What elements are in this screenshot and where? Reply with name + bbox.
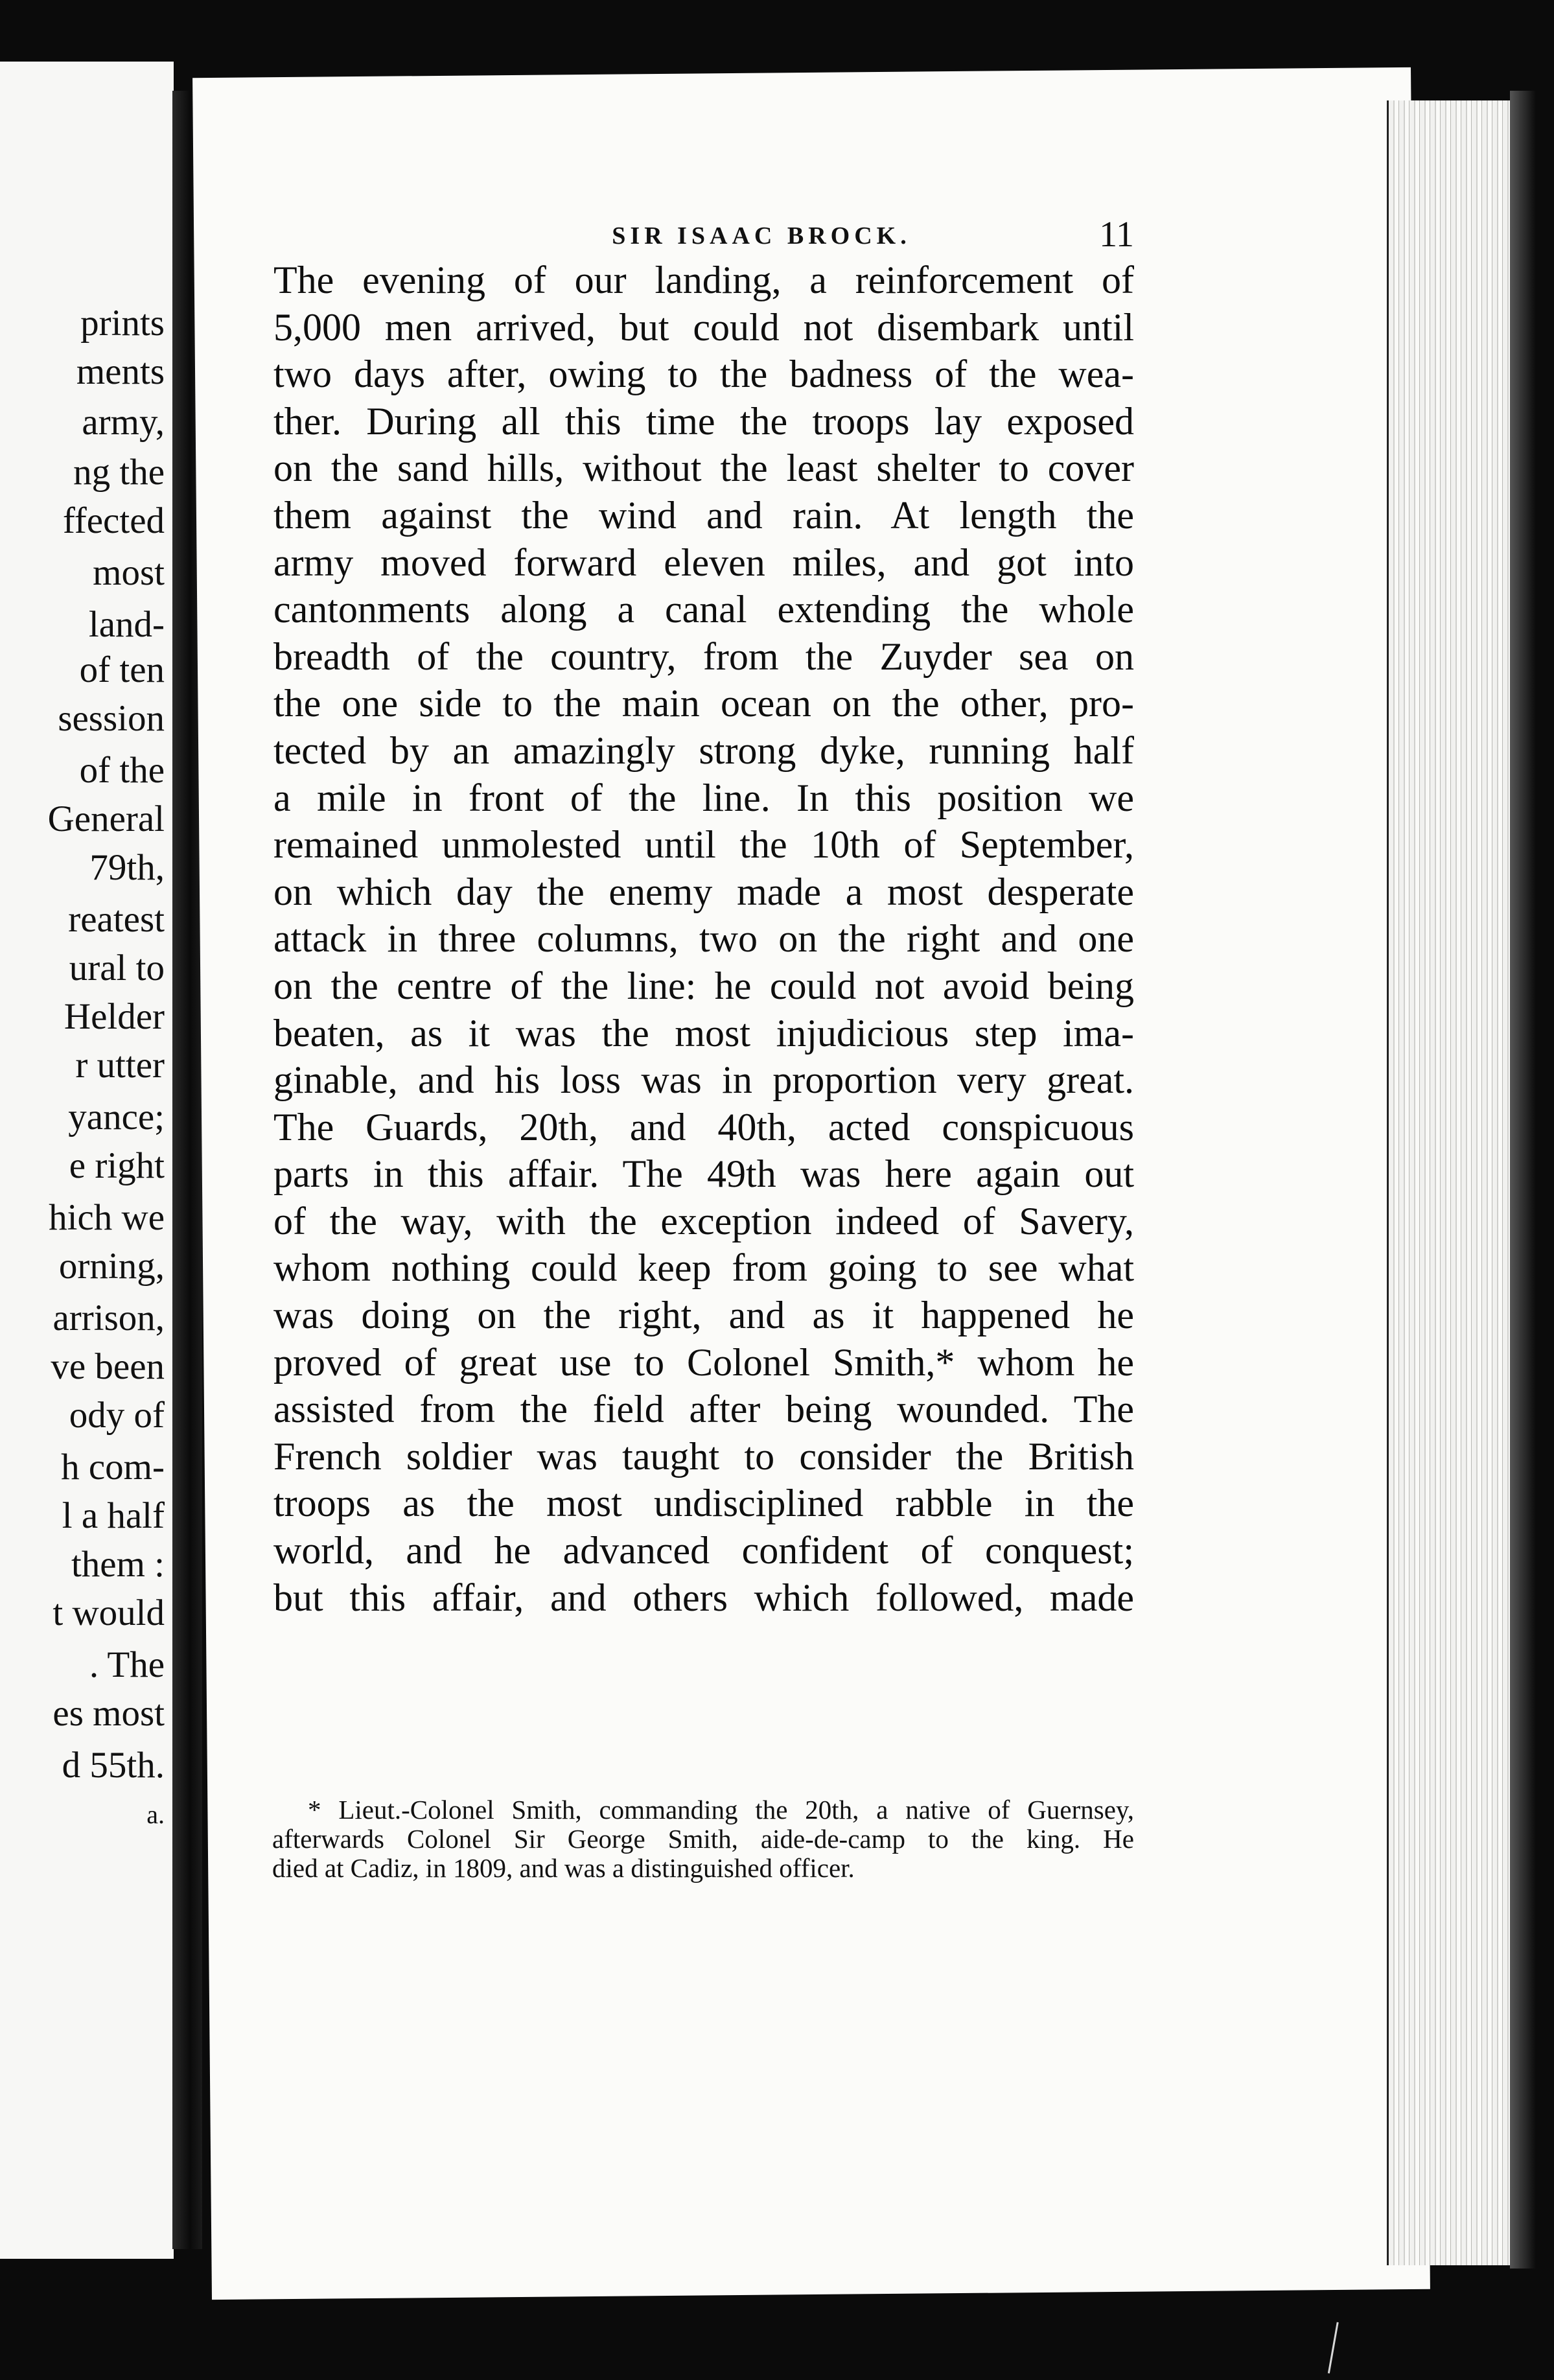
left-page-line: ffected [62, 500, 165, 541]
left-page-line: yance; [68, 1097, 165, 1138]
page-number: 11 [1099, 215, 1134, 255]
body-line: tected by an amazingly strong dyke, running half [273, 729, 1134, 772]
left-page-line: es most [52, 1693, 165, 1734]
body-line: ther. During all this time the troops lay exposed [273, 399, 1134, 443]
left-page-line: of the [79, 750, 165, 791]
left-page [0, 62, 174, 2259]
body-line: ginable, and his loss was in proportion very great. [273, 1058, 1134, 1102]
left-page-line: a. [146, 1800, 165, 1829]
body-line: a mile in front of the line. In this position we [273, 776, 1134, 819]
scan-mark [1311, 2319, 1338, 2374]
left-page-line: orning, [58, 1246, 165, 1287]
body-line: two days after, owing to the badness of the wea- [273, 353, 1134, 396]
body-line: army moved forward eleven miles, and got into [273, 541, 1134, 584]
left-page-line: arrison, [52, 1298, 165, 1338]
body-line: them against the wind and rain. At length the [273, 493, 1134, 537]
left-page-line: ody of [69, 1395, 165, 1436]
left-page-line: most [93, 552, 165, 593]
body-line: breadth of the country, from the Zuyder sea on [273, 635, 1134, 678]
footnote-line: * Lieut.-Colonel Smith, commanding the 20th, a native of Guernsey, [308, 1795, 1134, 1825]
body-line: of the way, with the exception indeed of Savery, [273, 1199, 1134, 1242]
body-line: remained unmolested until the 10th of September, [273, 823, 1134, 867]
body-line: proved of great use to Colonel Smith,* whom he [273, 1340, 1134, 1384]
left-page-line: prints [80, 303, 165, 344]
left-page-line: 79th, [89, 847, 165, 888]
page-edge-shadow [1510, 91, 1536, 2269]
left-page-line: General [47, 799, 165, 839]
left-page-line: army, [82, 402, 165, 443]
left-page-line: t would [52, 1592, 165, 1633]
left-page-line: l a half [62, 1495, 165, 1536]
body-text [273, 257, 1134, 1621]
left-page-line: h com- [61, 1447, 165, 1488]
left-page-line: Helder [64, 996, 165, 1037]
body-line: 5,000 men arrived, but could not disembark until [273, 305, 1134, 349]
body-line: the one side to the main ocean on the other, pro- [273, 682, 1134, 725]
body-line: but this affair, and others which followed, made [273, 1576, 1134, 1619]
left-page-line: reatest [68, 899, 165, 940]
body-line: attack in three columns, two on the right and one [273, 917, 1134, 961]
body-line: The Guards, 20th, and 40th, acted conspicuous [273, 1105, 1134, 1149]
body-line: on the sand hills, without the least shelter to cover [273, 447, 1134, 490]
footnote [272, 1795, 1134, 1883]
body-line: on the centre of the line: he could not avoid being [273, 964, 1134, 1007]
body-line: beaten, as it was the most injudicious step ima- [273, 1011, 1134, 1055]
body-line: parts in this affair. The 49th was here again out [273, 1152, 1134, 1196]
body-line: The evening of our landing, a reinforcement of [273, 259, 1134, 301]
body-line: troops as the most undisciplined rabble in the [273, 1482, 1134, 1525]
left-page-line: d 55th. [62, 1745, 165, 1786]
body-line: cantonments along a canal extending the whole [273, 588, 1134, 631]
left-page-line: them : [71, 1544, 165, 1585]
body-line: French soldier was taught to consider the British [273, 1434, 1134, 1478]
left-page-line: ments [76, 351, 165, 392]
page-edges [1387, 100, 1517, 2265]
left-page-line: land- [88, 604, 165, 645]
left-page-line: hich we [49, 1197, 165, 1238]
left-page-line: e right [69, 1145, 165, 1186]
left-page-line: . The [89, 1644, 165, 1685]
left-page-line: ural to [69, 948, 165, 988]
footnote-line: afterwards Colonel Sir George Smith, aide-de-camp to the king. He [272, 1824, 1134, 1854]
left-page-line: of ten [79, 649, 165, 690]
body-line: assisted from the field after being wounded. The [273, 1388, 1134, 1431]
body-line: was doing on the right, and as it happened he [273, 1294, 1134, 1337]
footnote-line: died at Cadiz, in 1809, and was a distinguished officer. [272, 1853, 855, 1883]
left-page-line: session [58, 698, 165, 739]
running-head: SIR ISAAC BROCK. [612, 222, 911, 250]
body-line: whom nothing could keep from going to see what [273, 1246, 1134, 1290]
left-page-line: ve been [51, 1346, 165, 1387]
left-page-line: ng the [73, 452, 165, 493]
body-line: world, and he advanced confident of conquest; [273, 1529, 1134, 1572]
body-line: on which day the enemy made a most desperate [273, 870, 1134, 913]
left-page-line: r utter [75, 1045, 165, 1086]
